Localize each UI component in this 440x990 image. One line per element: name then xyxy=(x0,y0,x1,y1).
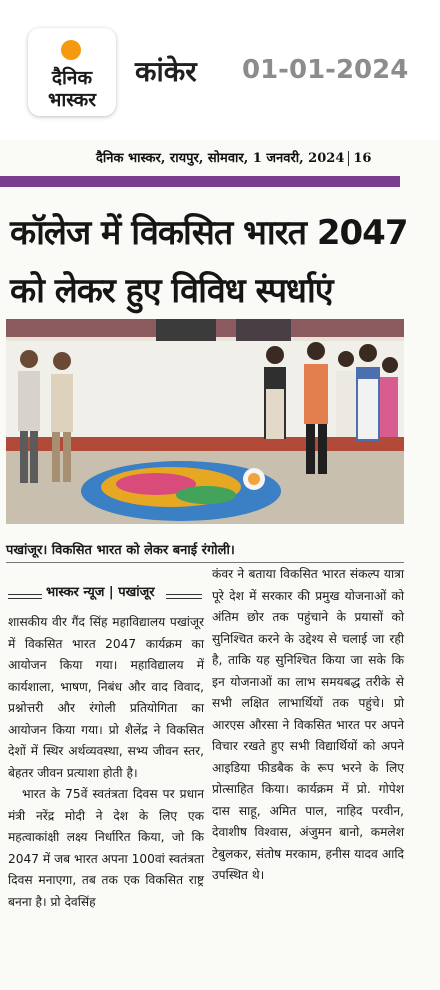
paper-details: , रायपुर, सोमवार, 1 जनवरी, 2024 xyxy=(160,151,345,166)
news-photo xyxy=(6,319,404,524)
accent-bar xyxy=(0,176,400,187)
dainik-bhaskar-logo[interactable] xyxy=(28,28,116,116)
logo-text-line2: भास्कर xyxy=(47,89,97,111)
edition-date: 01-01-2024 xyxy=(242,55,409,85)
article-paragraph: भारत के 75वें स्वतंत्रता दिवस पर प्रधान मंत्री नरेंद्र मोदी ने देश के लिए एक महत्वाकांक्षी लक्ष्य निर्धारित किया, जो कि 2047 में जब भारत अपना 100वां स्वतंत्रता दिवस मनाएगा, तब तक एक विकसित राष्ट्र बनना है। प्रो देवसिंह xyxy=(8,787,204,909)
newspaper-strip xyxy=(96,148,371,166)
edition-city: कांकेर xyxy=(135,55,197,88)
article-column-right xyxy=(212,564,404,887)
logo-sun-icon xyxy=(61,40,81,60)
byline-rule xyxy=(8,598,42,599)
page-number: 16 xyxy=(348,151,371,166)
article-column-left xyxy=(8,612,204,913)
article-paragraph: शासकीय वीर गैंद सिंह महाविद्यालय पखांजूर में विकसित भारत 2047 कार्यक्रम का आयोजन किया गया। महाविद्यालय में कार्यशाला, भाषण, निबंध और वाद विवाद, प्रश्नोत्तरी और रंगोली प्रतियोगिता का आयोजन किया गया। प्रो शैलेंद्र ने विकसित देशों में स्थिर अर्थव्यवस्था, सभ्य जीवन स्तर, बेहतर जीवन प्रत्याशा होती है। xyxy=(8,615,204,780)
byline-rule xyxy=(166,594,202,595)
section-divider xyxy=(6,562,404,563)
byline-rule xyxy=(166,598,202,599)
headline-line1: कॉलेज में विकसित भारत 2047 xyxy=(10,213,408,253)
logo-text-line1: दैनिक xyxy=(51,67,93,89)
paper-name: दैनिक भास्कर xyxy=(96,151,161,166)
article-paragraph: कंवर ने बताया विकसित भारत संकल्प यात्रा पूरे देश में सरकार की प्रमुख योजनाओं को अंतिम छोर तक पहुंचाने के प्रयासों को सुनिश्चित करने के उद्देश्य से चलाई जा रही है, ताकि यह सुनिश्चित किया जा सके कि इन योजनाओं का लाभ समयबद्ध तरीके से सभी लक्षित लाभार्थियों तक पहुंचे। प्रो आरएस औरसा ने विकसित भारत पर अपने विचार रखते हुए सभी विद्यार्थियों को अपने आइडिया फीडबैक के रूप भरने के लिए प्रोत्साहित किया। कार्यक्रम में प्रो. गोपेश दास साहू, अमित पाल, नाहिद परवीन, देवाशीष विश्वास, अंजुमन बानो, कमलेश टेबुलकर, संतोष मरकाम, हनीस यादव आदि उपस्थित थे। xyxy=(212,567,404,882)
photo-caption: पखांजूर। विकसित भारत को लेकर बनाई रंगोली। xyxy=(6,543,235,558)
headline-line2: को लेकर हुए विविध स्पर्धाएं xyxy=(10,271,333,311)
byline-rule xyxy=(8,594,42,595)
app-header xyxy=(0,0,440,140)
article-byline: भास्कर न्यूज | पखांजूर xyxy=(46,585,155,600)
